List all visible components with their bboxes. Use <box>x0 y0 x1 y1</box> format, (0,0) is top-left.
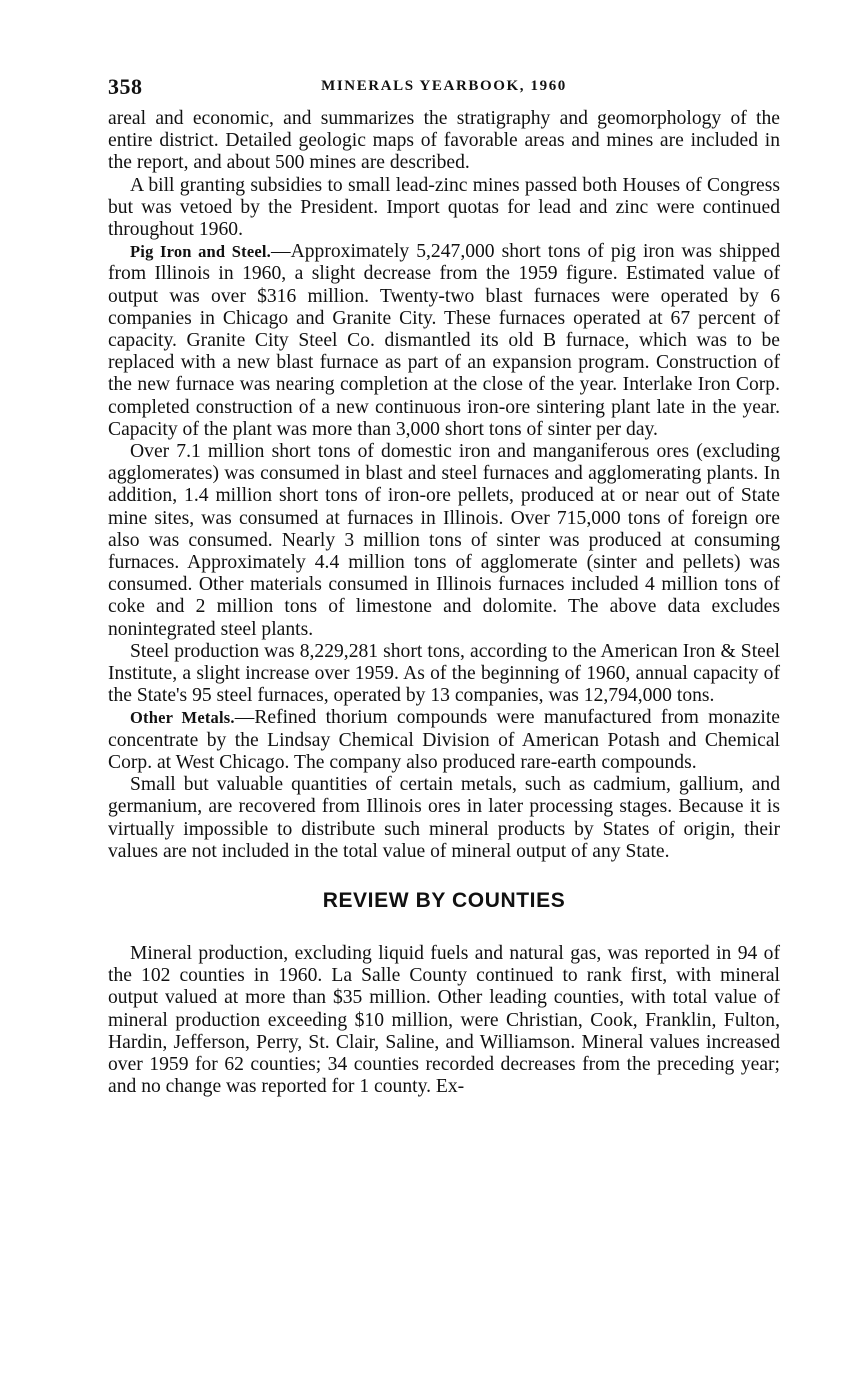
paragraph-text: Over 7.1 million short tons of domestic iron and manganiferous ores (excluding agglomerates) was consumed in blast and steel furnaces and agglomerating plants. In addition, 1.4 million short tons of iron-ore pellets, produced at or near out of State mine sites, was consumed at furnaces in Illinois. Over 715,000 tons of foreign ore also was consumed. Nearly 3 million tons of sinter was produced at consuming furnaces. Approximately 4.4 million tons of agglomerate (sinter and pellets) was consumed. Other materials consumed in Illinois furnaces included 4 million tons of coke and 2 million tons of limestone and dolomite. The above data excludes nonintegrated steel plants. <box>108 441 780 640</box>
section-body-text <box>108 943 780 1098</box>
paragraph-lead-zinc-subsidies <box>108 175 780 242</box>
paragraph-ore-consumption <box>108 441 780 641</box>
running-title: MINERALS YEARBOOK, 1960 <box>321 78 567 94</box>
paragraph-other-metals <box>108 707 780 774</box>
paragraph-text: Mineral production, excluding liquid fuels and natural gas, was reported in 94 of the 102 counties in 1960. La Salle County continued to rank first, with mineral output valued at more than $35 million. Other leading counties, with total value of mineral production exceeding $10 million, were Christian, Cook, Franklin, Fulton, Hardin, Jefferson, Perry, St. Clair, Saline, and Williamson. Mineral values increased over 1959 for 62 counties; 34 counties recorded decreases from the preceding year; and no change was reported for 1 county. Ex- <box>108 942 780 1098</box>
paragraph-text: A bill granting subsidies to small lead-zinc mines passed both Houses of Congress but was vetoed by the President. Import quotas for lead and zinc were continued throughout 1960. <box>108 174 780 241</box>
page-number: 358 <box>108 74 143 99</box>
paragraph-pig-iron-and-steel <box>108 241 780 441</box>
paragraph-text: —Refined thorium compounds were manufactured from monazite concentrate by the Lindsay Chemical Division of American Potash and Chemical Corp. at West Chicago. The company also produced rare-earth compounds. <box>108 707 780 773</box>
paragraph-text: Steel production was 8,229,281 short tons, according to the American Iron & Steel Institute, a slight increase over 1959. As of the beginning of 1960, annual capacity of the State's 95 steel furnaces, operated by 13 companies, was 12,794,000 tons. <box>108 640 780 707</box>
paragraph-continued-district-report <box>108 108 780 175</box>
body-text <box>108 108 780 863</box>
paragraph-text: —Approximately 5,247,000 short tons of pig iron was shipped from Illinois in 1960, a slight decrease from the 1959 figure. Estimated value of output was over $316 million. Twenty-two blast furnaces were operated by 6 companies in Chicago and Granite City. These furnaces operated at 67 percent of capacity. Granite City Steel Co. dismantled its old B furnace, which was to be replaced with a new blast furnace as part of an expansion program. Construction of the new furnace was nearing completion at the close of the year. Interlake Iron Corp. completed construction of a new continuous iron-ore sintering plant late in the year. Capacity of the plant was more than 3,000 short tons of sinter per day. <box>108 241 780 440</box>
section-heading-review-by-counties: REVIEW BY COUNTIES <box>322 888 566 912</box>
paragraph-byproduct-metals <box>108 774 780 863</box>
run-in-heading-other-metals: Other Metals. <box>130 708 235 728</box>
running-head <box>108 68 780 108</box>
document-page <box>108 68 780 1098</box>
paragraph-county-production <box>108 943 780 1098</box>
paragraph-steel-production <box>108 641 780 708</box>
run-in-heading-pig-iron-and-steel: Pig Iron and Steel. <box>130 242 271 262</box>
paragraph-text: Small but valuable quantities of certain metals, such as cadmium, gallium, and germanium, are recovered from Illinois ores in later processing stages. Because it is virtually impossible to distribute such mineral products by States of origin, their values are not included in the total value of mineral output of any State. <box>108 774 780 862</box>
paragraph-text: areal and economic, and summarizes the stratigraphy and geomorphology of the entire district. Detailed geologic maps of favorable areas and mines are included in the report, and about 500 mines are described. <box>108 108 780 174</box>
